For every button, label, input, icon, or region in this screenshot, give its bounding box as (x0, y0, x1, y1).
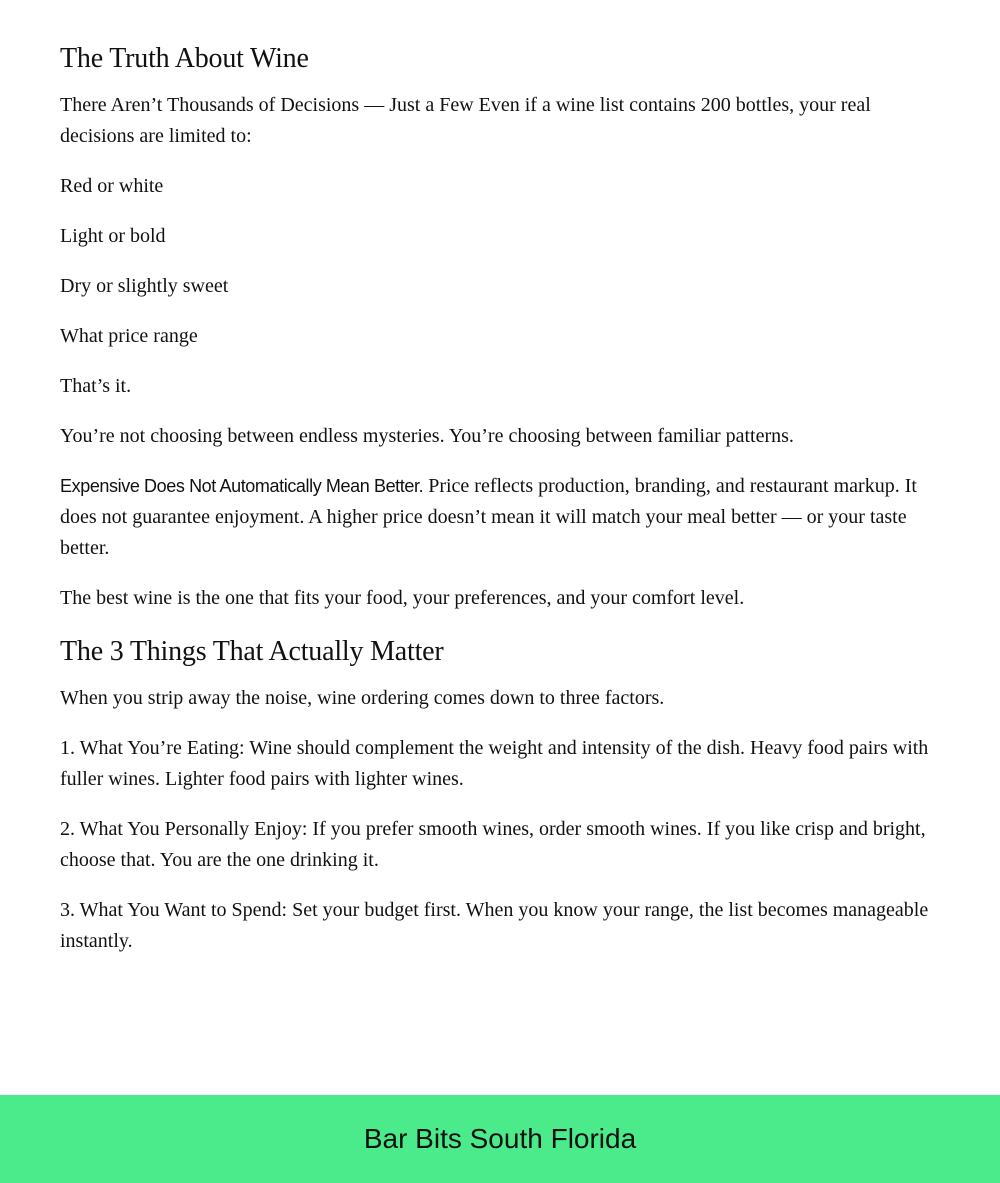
factor-item: 3. What You Want to Spend: Set your budget first. When you know your range, the list becomes manageable instantly. (60, 899, 929, 952)
choice-item: Dry or slightly sweet (60, 275, 229, 297)
factor-item: 2. What You Personally Enjoy: If you prefer smooth wines, order smooth wines. If you like crisp and bright, choose that. You are the one drinking it. (60, 818, 926, 871)
best-wine-paragraph: The best wine is the one that fits your food, your preferences, and your comfort level. (60, 587, 745, 609)
section-title-truth-about-wine: The Truth About Wine (60, 43, 309, 74)
section-title-three-things: The 3 Things That Actually Matter (60, 636, 444, 667)
expensive-paragraph (60, 471, 940, 564)
article-body (60, 40, 940, 976)
footer-brand-label: Bar Bits South Florida (363, 1123, 637, 1154)
choice-item: Light or bold (60, 225, 166, 247)
section-intro-paragraph: There Aren’t Thousands of Decisions — Just a Few Even if a wine list contains 200 bottles, your real decisions are limited to: (60, 94, 871, 147)
footer-banner (0, 1095, 1000, 1183)
choice-item: What price range (60, 325, 198, 347)
factor-item: 1. What You’re Eating: Wine should complement the weight and intensity of the dish. Heavy food pairs with fuller wines. Lighter food pairs with lighter wines. (60, 737, 929, 790)
expensive-body-text: Price reflects production, branding, and restaurant markup. It does not guarantee enjoyment. A higher price doesn’t mean it will match your meal better — or your taste better. (60, 475, 917, 559)
patterns-paragraph: You’re not choosing between endless mysteries. You’re choosing between familiar patterns. (60, 425, 794, 447)
thats-it-paragraph: That’s it. (60, 375, 132, 397)
choice-item: Red or white (60, 175, 164, 197)
section-intro-paragraph: When you strip away the noise, wine ordering comes down to three factors. (60, 687, 665, 709)
expensive-lead-text: Expensive Does Not Automatically Mean Better. (60, 476, 424, 496)
